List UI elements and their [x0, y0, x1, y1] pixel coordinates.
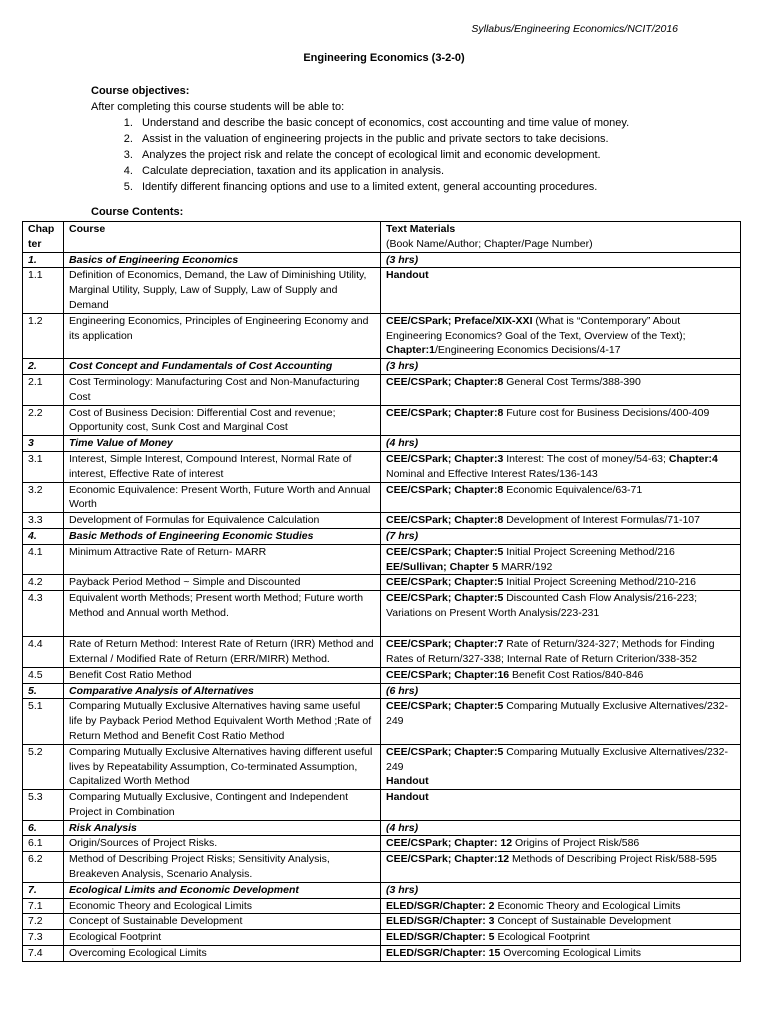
reference-bold: CEE/CSPark; Chapter:8: [386, 406, 504, 419]
header-course: Course: [64, 222, 381, 253]
chapter-number: 2.1: [23, 374, 64, 405]
reference-bold: Handout: [386, 791, 429, 804]
chapter-number: 7.3: [23, 930, 64, 946]
reference-line: [386, 774, 735, 789]
reference-bold: CEE/CSPark; Chapter:8: [386, 375, 504, 388]
reference-bold: CEE/CSPark; Chapter:5: [386, 592, 504, 605]
text-material: [381, 451, 741, 482]
objectives-list: [91, 115, 691, 195]
table-row: [23, 699, 741, 744]
reference-bold: (4 hrs): [386, 437, 419, 450]
reference-line: [386, 560, 735, 575]
course-topic: Overcoming Ecological Limits: [64, 946, 381, 962]
reference-text: Comparing Mutually Exclusive Alternatives/232-249: [386, 745, 728, 773]
reference-text: Nominal and Effective Interest Rates/136-143: [386, 467, 598, 480]
table-row: [23, 744, 741, 789]
table-row: [23, 544, 741, 575]
reference-bold: Handout: [386, 269, 429, 282]
table-row: [23, 930, 741, 946]
course-topic: Cost of Business Decision: Differential Cost and revenue; Opportunity cost, Sunk Cost and Marginal Cost: [64, 405, 381, 436]
reference-bold: (3 hrs): [386, 360, 419, 373]
text-material: [381, 268, 741, 313]
course-topic: Comparing Mutually Exclusive Alternatives having same useful life by Payback Period Method Equivalent Worth Method ;Rate of Return Method and Benefit Cost Ratio Method: [64, 699, 381, 744]
course-topic: Engineering Economics, Principles of Engineering Economy and its application: [64, 313, 381, 358]
reference-text: Concept of Sustainable Development: [494, 915, 671, 928]
reference-text: Interest: The cost of money/54-63;: [503, 452, 669, 465]
chapter-number: 7.4: [23, 946, 64, 962]
reference-bold: CEE/CSPark; Chapter:7: [386, 638, 504, 651]
course-topic: Method of Describing Project Risks; Sensitivity Analysis, Breakeven Analysis, Scenario Analysis.: [64, 852, 381, 883]
course-topic: Basic Methods of Engineering Economic Studies: [64, 528, 381, 544]
text-material: [381, 882, 741, 898]
text-material: [381, 313, 741, 358]
chapter-number: 4.2: [23, 575, 64, 591]
header-text-materials: [381, 222, 741, 253]
objectives-intro: After completing this course students will be able to:: [91, 101, 345, 113]
reference-text: Benefit Cost Ratios/840-846: [509, 668, 644, 681]
chapter-number: 2.2: [23, 405, 64, 436]
reference-text: /Engineering Economics Decisions/4-17: [435, 344, 621, 357]
reference-bold: (4 hrs): [386, 821, 419, 834]
table-row: [23, 790, 741, 821]
reference-bold: (7 hrs): [386, 529, 419, 542]
reference-text: Initial Project Screening Method/216: [503, 545, 675, 558]
header-text-materials-title: Text Materials: [386, 223, 456, 235]
reference-text: Overcoming Ecological Limits: [500, 947, 641, 960]
course-topic: Equivalent worth Methods; Present worth Method; Future worth Method and Annual worth Method.: [64, 591, 381, 637]
chapter-number: 3: [23, 436, 64, 452]
reference-text: Future cost for Business Decisions/400-409: [503, 406, 710, 419]
chapter-number: 7.1: [23, 898, 64, 914]
course-topic: Cost Terminology: Manufacturing Cost and Non-Manufacturing Cost: [64, 374, 381, 405]
reference-text: Initial Project Screening Method/210-216: [503, 576, 696, 589]
table-row: [23, 252, 741, 268]
table-row: [23, 852, 741, 883]
table-row: [23, 667, 741, 683]
text-material: [381, 744, 741, 789]
chapter-number: 3.1: [23, 451, 64, 482]
reference-text: Development of Interest Formulas/71-107: [503, 514, 700, 527]
chapter-number: 7.: [23, 882, 64, 898]
table-body: [23, 252, 741, 961]
table-row: [23, 575, 741, 591]
chapter-number: 6.1: [23, 836, 64, 852]
reference-bold: CEE/CSPark; Chapter:5: [386, 745, 504, 758]
table-row: [23, 268, 741, 313]
course-topic: Risk Analysis: [64, 820, 381, 836]
reference-bold: Chapter:4: [668, 452, 718, 465]
course-topic: Basics of Engineering Economics: [64, 252, 381, 268]
text-material: [381, 914, 741, 930]
reference-text: Comparing Mutually Exclusive Alternatives/232-249: [386, 700, 728, 728]
table-row: [23, 914, 741, 930]
objective-item: 4. Calculate depreciation, taxation and its application in analysis.: [136, 163, 691, 179]
table-header-row: [23, 222, 741, 253]
text-material: [381, 637, 741, 668]
reference-text: Economic Theory and Ecological Limits: [494, 899, 681, 912]
course-topic: Ecological Footprint: [64, 930, 381, 946]
chapter-number: 2.: [23, 359, 64, 375]
page-header: Syllabus/Engineering Economics/NCIT/2016: [471, 23, 678, 35]
reference-text: MARR/192: [498, 560, 553, 573]
table-row: [23, 513, 741, 529]
chapter-number: 4.3: [23, 591, 64, 637]
text-material: [381, 667, 741, 683]
chapter-number: 6.: [23, 820, 64, 836]
reference-bold: CEE/CSPark; Chapter:3: [386, 452, 504, 465]
chapter-number: 4.4: [23, 637, 64, 668]
objectives-heading: Course objectives:: [91, 85, 190, 97]
text-material: [381, 930, 741, 946]
text-material: [381, 252, 741, 268]
course-topic: Economic Theory and Ecological Limits: [64, 898, 381, 914]
table-row: [23, 898, 741, 914]
course-topic: Interest, Simple Interest, Compound Interest, Normal Rate of interest, Effective Rate of interest: [64, 451, 381, 482]
objective-item: 1. Understand and describe the basic concept of economics, cost accounting and time value of money.: [136, 115, 691, 131]
chapter-number: 6.2: [23, 852, 64, 883]
text-material: [381, 436, 741, 452]
table-row: [23, 637, 741, 668]
reference-text: Ecological Footprint: [494, 931, 590, 944]
course-topic: Time Value of Money: [64, 436, 381, 452]
table-row: [23, 591, 741, 637]
text-material: [381, 790, 741, 821]
chapter-number: 3.3: [23, 513, 64, 529]
course-topic: Comparing Mutually Exclusive, Contingent and Independent Project in Combination: [64, 790, 381, 821]
course-topic: Development of Formulas for Equivalence Calculation: [64, 513, 381, 529]
reference-bold: ELED/SGR/Chapter: 3: [386, 915, 495, 928]
course-topic: Benefit Cost Ratio Method: [64, 667, 381, 683]
reference-bold: CEE/CSPark; Chapter:16: [386, 668, 510, 681]
reference-bold: ELED/SGR/Chapter: 5: [386, 931, 495, 944]
text-material: [381, 836, 741, 852]
reference-bold: CEE/CSPark; Chapter:8: [386, 514, 504, 527]
table-row: [23, 405, 741, 436]
reference-bold: ELED/SGR/Chapter: 15: [386, 947, 501, 960]
text-material: [381, 820, 741, 836]
table-row: [23, 528, 741, 544]
chapter-number: 5.: [23, 683, 64, 699]
table-row: [23, 946, 741, 962]
reference-bold: (6 hrs): [386, 684, 419, 697]
reference-bold: (3 hrs): [386, 253, 419, 266]
text-material: [381, 482, 741, 513]
header-chapter: Chap ter: [23, 222, 64, 253]
course-topic: Economic Equivalence: Present Worth, Future Worth and Annual Worth: [64, 482, 381, 513]
table-row: [23, 836, 741, 852]
course-topic: Definition of Economics, Demand, the Law of Diminishing Utility, Marginal Utility, Supply, Law of Supply, Law of Supply and Demand: [64, 268, 381, 313]
text-material: [381, 575, 741, 591]
course-objectives: [91, 83, 691, 195]
reference-bold: Handout: [386, 775, 429, 788]
text-material: [381, 683, 741, 699]
course-topic: Ecological Limits and Economic Development: [64, 882, 381, 898]
course-topic: Minimum Attractive Rate of Return- MARR: [64, 544, 381, 575]
course-contents-table: [22, 221, 741, 962]
text-material: [381, 359, 741, 375]
reference-text: (What is “Contemporary” About Engineering Economics? Goal of the Text, Overview of the Text);: [386, 314, 686, 342]
chapter-number: 1.1: [23, 268, 64, 313]
page-title: Engineering Economics (3-2-0): [303, 52, 465, 64]
reference-bold: (3 hrs): [386, 883, 419, 896]
chapter-number: 7.2: [23, 914, 64, 930]
reference-text: Economic Equivalence/63-71: [503, 483, 643, 496]
course-topic: Comparative Analysis of Alternatives: [64, 683, 381, 699]
course-topic: Comparing Mutually Exclusive Alternatives having different useful lives by Repeatability Assumption, Co-terminated Assumption, Capitalized Worth Method: [64, 744, 381, 789]
objective-item: 2. Assist in the valuation of engineering projects in the public and private sectors to take decisions.: [136, 131, 691, 147]
objective-item: 3. Analyzes the project risk and relate the concept of ecological limit and economic development.: [136, 147, 691, 163]
reference-text: Discounted Cash Flow Analysis/216-223; Variations on Present Worth Analysis/223-231: [386, 592, 698, 619]
text-material: [381, 374, 741, 405]
table-row: [23, 436, 741, 452]
table-row: [23, 482, 741, 513]
text-material: [381, 946, 741, 962]
chapter-number: 5.2: [23, 744, 64, 789]
reference-bold: CEE/CSPark; Chapter:5: [386, 545, 504, 558]
text-material: [381, 544, 741, 575]
course-topic: Payback Period Method ~ Simple and Discounted: [64, 575, 381, 591]
course-topic: Origin/Sources of Project Risks.: [64, 836, 381, 852]
chapter-number: 4.1: [23, 544, 64, 575]
table-row: [23, 359, 741, 375]
chapter-number: 1.2: [23, 313, 64, 358]
objective-item: 5. Identify different financing options and use to a limited extent, general accounting procedures.: [136, 179, 691, 195]
course-topic: Cost Concept and Fundamentals of Cost Accounting: [64, 359, 381, 375]
reference-text: Rate of Return/324-327; Methods for Finding Rates of Return/327-338; Internal Rate of Return Criterion/338-352: [386, 638, 715, 665]
reference-bold: Chapter:1: [386, 344, 436, 357]
table-row: [23, 313, 741, 358]
reference-bold: CEE/CSPark; Chapter:5: [386, 576, 504, 589]
reference-text: Origins of Project Risk/586: [512, 837, 640, 850]
text-material: [381, 591, 741, 637]
reference-bold: CEE/CSPark; Chapter: 12: [386, 837, 513, 850]
chapter-number: 4.5: [23, 667, 64, 683]
table-row: [23, 882, 741, 898]
text-material: [381, 852, 741, 883]
reference-bold: CEE/CSPark; Chapter:12: [386, 853, 510, 866]
chapter-number: 4.: [23, 528, 64, 544]
reference-bold: CEE/CSPark; Chapter:8: [386, 483, 504, 496]
reference-bold: CEE/CSPark; Chapter:5: [386, 700, 504, 713]
reference-bold: CEE/CSPark; Preface/XIX-XXI: [386, 314, 533, 327]
table-row: [23, 820, 741, 836]
text-material: [381, 405, 741, 436]
text-material: [381, 699, 741, 744]
table-row: [23, 451, 741, 482]
chapter-number: 1.: [23, 252, 64, 268]
table-row: [23, 374, 741, 405]
chapter-number: 5.3: [23, 790, 64, 821]
header-text-materials-sub: (Book Name/Author; Chapter/Page Number): [386, 237, 593, 250]
reference-bold: ELED/SGR/Chapter: 2: [386, 899, 495, 912]
chapter-number: 5.1: [23, 699, 64, 744]
reference-bold: EE/Sullivan; Chapter 5: [386, 560, 499, 573]
chapter-number: 3.2: [23, 482, 64, 513]
text-material: [381, 528, 741, 544]
text-material: [381, 898, 741, 914]
reference-text: Methods of Describing Project Risk/588-595: [509, 853, 717, 866]
course-topic: Rate of Return Method: Interest Rate of Return (IRR) Method and External / Modified Rate of Return (ERR/MIRR) Method.: [64, 637, 381, 668]
contents-heading: Course Contents:: [91, 206, 184, 218]
reference-text: General Cost Terms/388-390: [503, 375, 641, 388]
course-topic: Concept of Sustainable Development: [64, 914, 381, 930]
table-row: [23, 683, 741, 699]
text-material: [381, 513, 741, 529]
